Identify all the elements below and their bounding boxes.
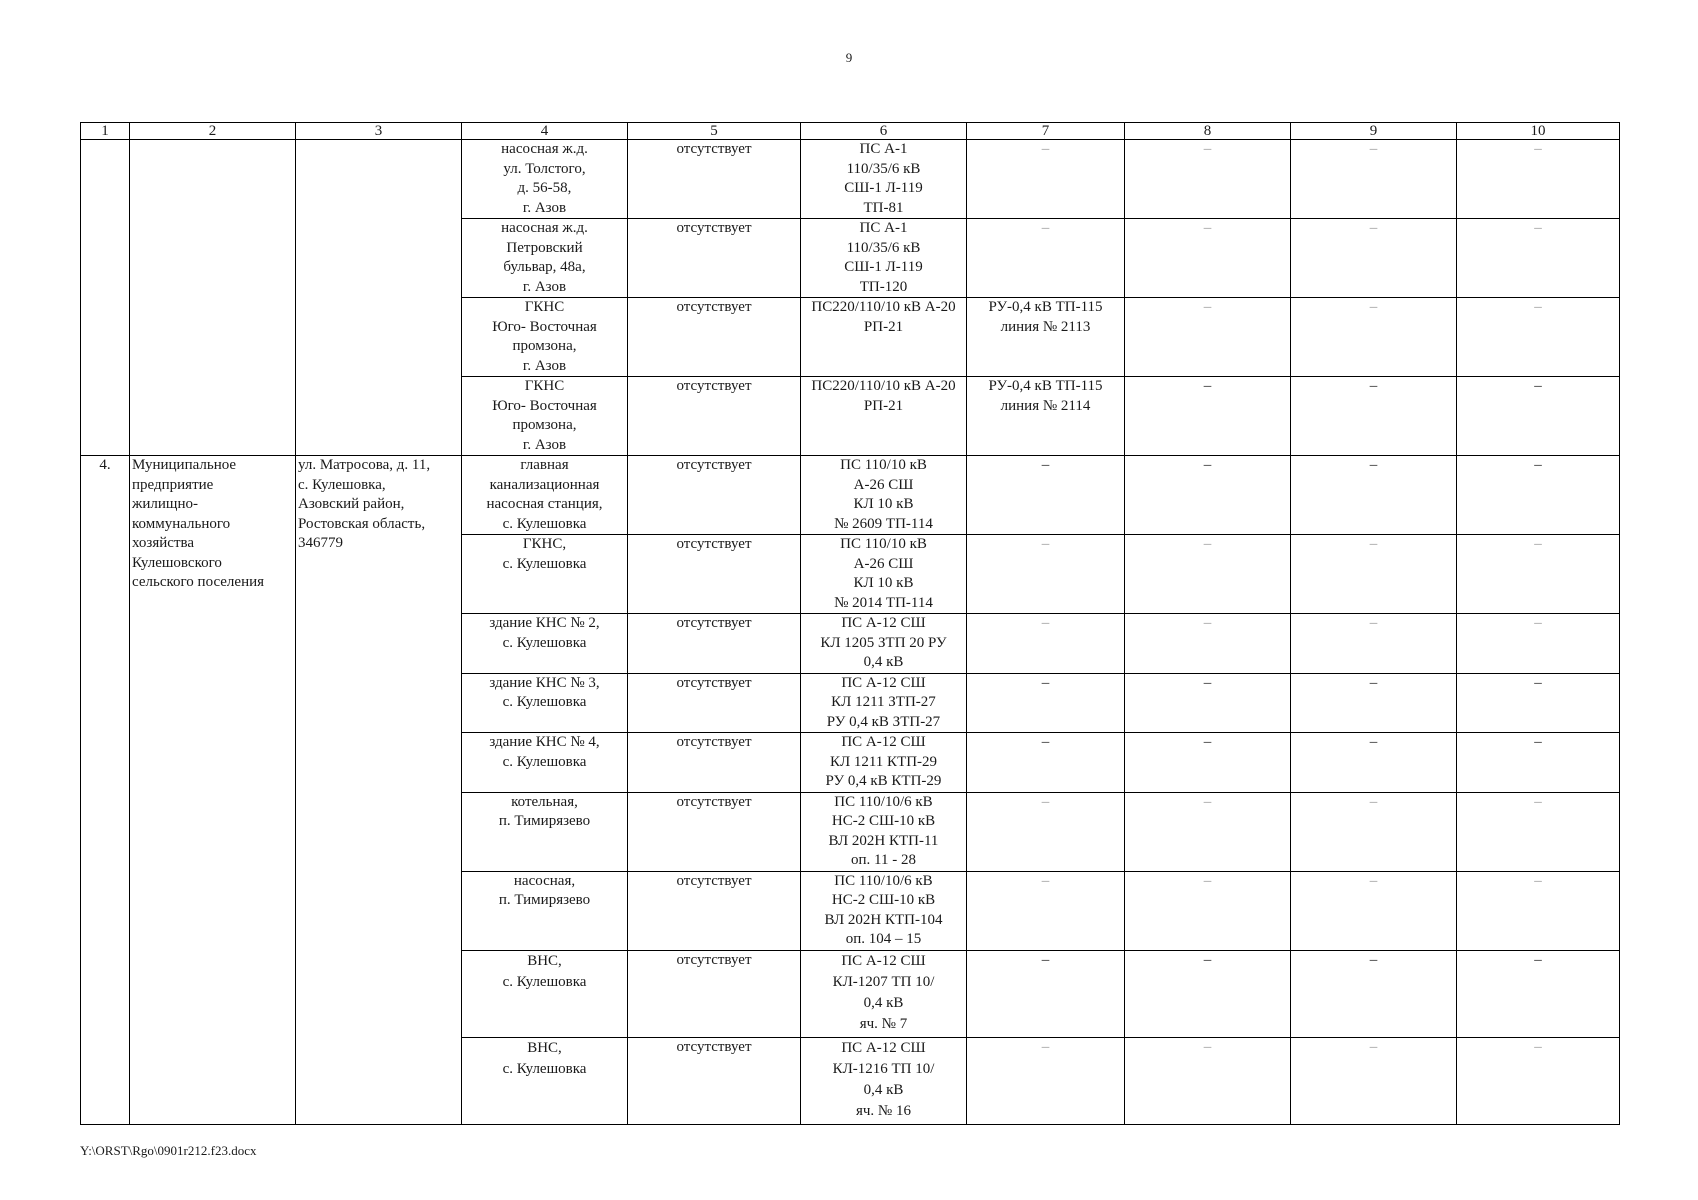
facility-cell: здание КНС № 2, с. Кулешовка	[462, 614, 628, 674]
status-cell: отсутствует	[628, 614, 801, 674]
column-header: 7	[967, 123, 1125, 140]
dash-cell: –	[1457, 614, 1620, 674]
facility-cell: главная канализационная насосная станция, с. Кулешовка	[462, 456, 628, 535]
dash-cell: –	[1125, 219, 1291, 298]
dash-cell: –	[1125, 792, 1291, 871]
dash-cell: –	[1457, 1037, 1620, 1124]
dash-cell: –	[1291, 219, 1457, 298]
status-cell: отсутствует	[628, 871, 801, 950]
connection-point-cell: РУ-0,4 кВ ТП-115 линия № 2114	[967, 377, 1125, 456]
column-header: 5	[628, 123, 801, 140]
dash-cell: –	[1125, 456, 1291, 535]
column-header: 8	[1125, 123, 1291, 140]
dash-cell: –	[1291, 456, 1457, 535]
status-cell: отсутствует	[628, 1037, 801, 1124]
dash-cell: –	[967, 140, 1125, 219]
continuation-cell-number	[81, 140, 130, 456]
dash-cell: –	[967, 535, 1125, 614]
page-number: 9	[845, 50, 853, 65]
column-header: 3	[296, 123, 462, 140]
continuation-cell-address	[296, 140, 462, 456]
entry-number: 4.	[81, 456, 130, 1125]
dash-cell: –	[1291, 377, 1457, 456]
power-source-cell: ПС А-12 СШ КЛ-1207 ТП 10/ 0,4 кВ яч. № 7	[801, 950, 967, 1037]
facility-cell: ГКНС Юго- Восточная промзона, г. Азов	[462, 298, 628, 377]
power-source-cell: ПС А-1 110/35/6 кВ СШ-1 Л-119 ТП-120	[801, 219, 967, 298]
dash-cell: –	[1457, 219, 1620, 298]
dash-cell: –	[1457, 673, 1620, 733]
power-source-cell: ПС А-12 СШ КЛ-1216 ТП 10/ 0,4 кВ яч. № 16	[801, 1037, 967, 1124]
column-header: 10	[1457, 123, 1620, 140]
dash-cell: –	[1457, 140, 1620, 219]
dash-cell: –	[967, 733, 1125, 793]
dash-cell: –	[1291, 792, 1457, 871]
dash-cell: –	[1457, 733, 1620, 793]
dash-cell: –	[1291, 614, 1457, 674]
status-cell: отсутствует	[628, 219, 801, 298]
dash-cell: –	[1291, 535, 1457, 614]
status-cell: отсутствует	[628, 298, 801, 377]
status-cell: отсутствует	[628, 733, 801, 793]
dash-cell: –	[1291, 871, 1457, 950]
dash-cell: –	[1125, 1037, 1291, 1124]
column-header: 2	[130, 123, 296, 140]
dash-cell: –	[967, 673, 1125, 733]
column-header: 1	[81, 123, 130, 140]
dash-cell: –	[1125, 871, 1291, 950]
table-row	[81, 140, 1620, 219]
dash-cell: –	[1291, 140, 1457, 219]
power-source-cell: ПС220/110/10 кВ А-20 РП-21	[801, 377, 967, 456]
dash-cell: –	[967, 792, 1125, 871]
dash-cell: –	[1457, 535, 1620, 614]
facility-cell: котельная, п. Тимирязево	[462, 792, 628, 871]
power-source-cell: ПС 110/10/6 кВ НС-2 СШ-10 кВ ВЛ 202Н КТП-11 оп. 11 - 28	[801, 792, 967, 871]
status-cell: отсутствует	[628, 535, 801, 614]
organization-name: Муниципальное предприятие жилищно- коммунального хозяйства Кулешовского сельского поселения	[130, 456, 296, 1125]
power-source-cell: ПС 110/10/6 кВ НС-2 СШ-10 кВ ВЛ 202Н КТП-104 оп. 104 – 15	[801, 871, 967, 950]
organization-address: ул. Матросова, д. 11, с. Кулешовка, Азовский район, Ростовская область, 346779	[296, 456, 462, 1125]
power-source-cell: ПС220/110/10 кВ А-20 РП-21	[801, 298, 967, 377]
data-table	[80, 122, 1620, 1125]
dash-cell: –	[1291, 298, 1457, 377]
column-number-row	[81, 123, 1620, 140]
dash-cell: –	[967, 950, 1125, 1037]
column-header: 4	[462, 123, 628, 140]
facility-cell: ВНС, с. Кулешовка	[462, 1037, 628, 1124]
dash-cell: –	[1125, 140, 1291, 219]
facility-cell: здание КНС № 3, с. Кулешовка	[462, 673, 628, 733]
dash-cell: –	[1457, 456, 1620, 535]
footer-file-path: Y:\ORST\Rgo\0901r212.f23.docx	[80, 1143, 257, 1158]
dash-cell: –	[1125, 950, 1291, 1037]
connection-point-cell: РУ-0,4 кВ ТП-115 линия № 2113	[967, 298, 1125, 377]
dash-cell: –	[1125, 535, 1291, 614]
facility-cell: здание КНС № 4, с. Кулешовка	[462, 733, 628, 793]
facility-cell: ГКНС, с. Кулешовка	[462, 535, 628, 614]
dash-cell: –	[1291, 950, 1457, 1037]
dash-cell: –	[1457, 792, 1620, 871]
column-header: 6	[801, 123, 967, 140]
dash-cell: –	[967, 614, 1125, 674]
status-cell: отсутствует	[628, 456, 801, 535]
dash-cell: –	[967, 219, 1125, 298]
power-source-cell: ПС 110/10 кВ А-26 СШ КЛ 10 кВ № 2014 ТП-114	[801, 535, 967, 614]
status-cell: отсутствует	[628, 673, 801, 733]
dash-cell: –	[1457, 298, 1620, 377]
status-cell: отсутствует	[628, 950, 801, 1037]
continuation-cell-organization	[130, 140, 296, 456]
table-row	[81, 456, 1620, 535]
power-source-cell: ПС 110/10 кВ А-26 СШ КЛ 10 кВ № 2609 ТП-114	[801, 456, 967, 535]
dash-cell: –	[1125, 733, 1291, 793]
dash-cell: –	[1125, 673, 1291, 733]
dash-cell: –	[1457, 950, 1620, 1037]
dash-cell: –	[1457, 871, 1620, 950]
dash-cell: –	[1291, 1037, 1457, 1124]
dash-cell: –	[1125, 614, 1291, 674]
status-cell: отсутствует	[628, 377, 801, 456]
dash-cell: –	[1291, 733, 1457, 793]
dash-cell: –	[967, 456, 1125, 535]
dash-cell: –	[967, 871, 1125, 950]
facility-cell: ГКНС Юго- Восточная промзона, г. Азов	[462, 377, 628, 456]
power-source-cell: ПС А-1 110/35/6 кВ СШ-1 Л-119 ТП-81	[801, 140, 967, 219]
dash-cell: –	[967, 1037, 1125, 1124]
power-source-cell: ПС А-12 СШ КЛ 1211 ЗТП-27 РУ 0,4 кВ ЗТП-27	[801, 673, 967, 733]
dash-cell: –	[1457, 377, 1620, 456]
power-source-cell: ПС А-12 СШ КЛ 1211 КТП-29 РУ 0,4 кВ КТП-29	[801, 733, 967, 793]
status-cell: отсутствует	[628, 140, 801, 219]
facility-cell: ВНС, с. Кулешовка	[462, 950, 628, 1037]
facility-cell: насосная, п. Тимирязево	[462, 871, 628, 950]
facility-cell: насосная ж.д. ул. Толстого, д. 56-58, г. Азов	[462, 140, 628, 219]
status-cell: отсутствует	[628, 792, 801, 871]
dash-cell: –	[1125, 377, 1291, 456]
facility-cell: насосная ж.д. Петровский бульвар, 48а, г. Азов	[462, 219, 628, 298]
column-header: 9	[1291, 123, 1457, 140]
power-source-cell: ПС А-12 СШ КЛ 1205 ЗТП 20 РУ 0,4 кВ	[801, 614, 967, 674]
dash-cell: –	[1125, 298, 1291, 377]
dash-cell: –	[1291, 673, 1457, 733]
